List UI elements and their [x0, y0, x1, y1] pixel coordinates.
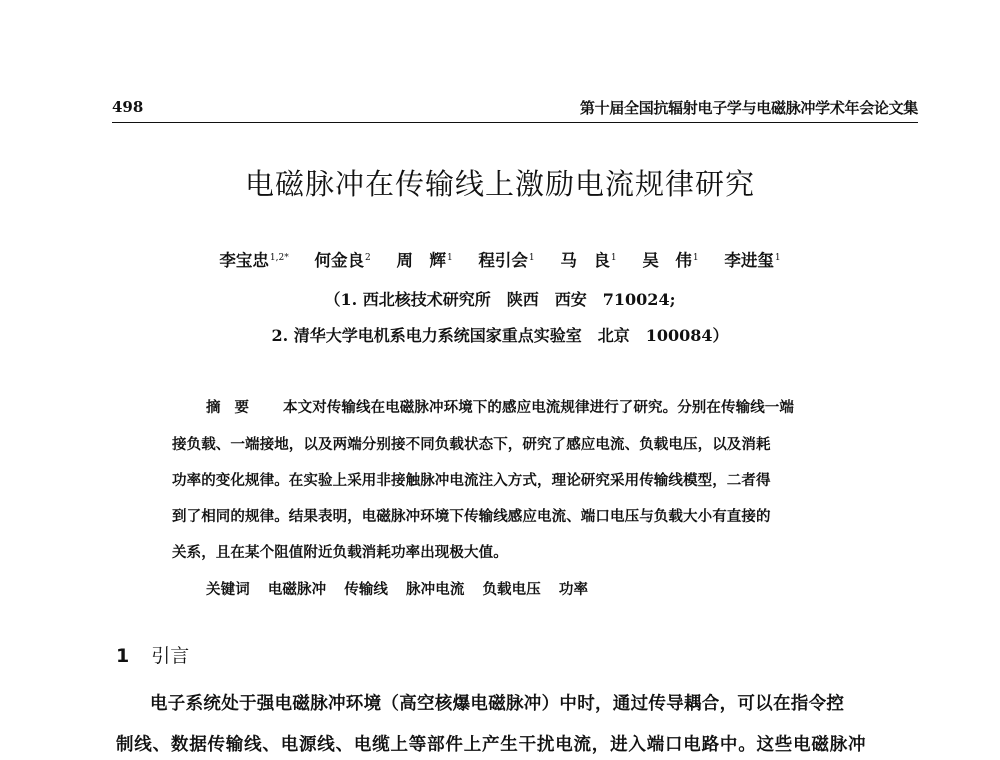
author-affiliation-mark: 1: [692, 252, 699, 263]
affiliation-1: （1. 西北核技术研究所 陕西 西安 710024;: [324, 290, 676, 309]
author: [314, 251, 370, 270]
abstract-label: 摘要: [206, 399, 263, 416]
section-title: 引言: [151, 645, 190, 667]
author-name: 程引会: [478, 251, 528, 270]
section-heading: [116, 641, 189, 668]
abstract-text: 本文对传输线在电磁脉冲环境下的感应电流规律进行了研究。分别在传输线一端: [283, 399, 794, 416]
abstract-line: 接负载、一端接地，以及两端分别接不同负载状态下，研究了感应电流、负载电压，以及消耗: [172, 436, 771, 453]
author-name: 何金良: [314, 251, 364, 270]
body-text-line: 电子系统处于强电磁脉冲环境（高空核爆电磁脉冲）中时，通过传导耦合，可以在指令控: [150, 694, 845, 714]
page-number: 498: [112, 98, 144, 116]
keywords-line: [172, 578, 606, 599]
author-affiliation-mark: 1: [774, 252, 781, 263]
author-list: [0, 247, 1000, 271]
author-name: 周 辉: [396, 251, 446, 270]
author-name: 李进玺: [724, 251, 774, 270]
author-affiliation-mark: 1: [528, 252, 535, 263]
abstract-line: [172, 396, 794, 417]
author: [396, 251, 452, 270]
section-number: 1: [116, 645, 130, 667]
affiliation-2: 2. 清华大学电机系电力系统国家重点实验室 北京 100084）: [271, 326, 729, 345]
keyword: 负载电压: [482, 581, 541, 598]
keyword: 脉冲电流: [406, 581, 465, 598]
author: [478, 251, 534, 270]
author: [219, 251, 288, 270]
author: [724, 251, 780, 270]
paper-title: 电磁脉冲在传输线上激励电流规律研究: [244, 167, 755, 201]
abstract-line: 功率的变化规律。在实验上采用非接触脉冲电流注入方式，理论研究采用传输线模型，二者得: [172, 472, 771, 489]
author-affiliation-mark: 1: [610, 252, 617, 263]
keyword: 电磁脉冲: [267, 581, 327, 598]
author-affiliation-mark: 2: [364, 252, 371, 263]
author: [642, 251, 698, 270]
header-rule: [112, 122, 918, 123]
abstract-line: 关系，且在某个阻值附近负载消耗功率出现极大值。: [172, 544, 508, 561]
author-name: 李宝忠: [219, 251, 269, 270]
author-name: 吴 伟: [642, 251, 692, 270]
body-text-line: 制线、数据传输线、电源线、电缆上等部件上产生干扰电流，进入端口电路中。这些电磁脉冲: [116, 735, 867, 755]
author-affiliation-mark: 1,2*: [269, 252, 289, 263]
keyword: 功率: [558, 581, 589, 598]
author-name: 马 良: [560, 251, 610, 270]
abstract-line: 到了相同的规律。结果表明，电磁脉冲环境下传输线感应电流、端口电压与负载大小有直接的: [172, 508, 771, 525]
running-header: 第十届全国抗辐射电子学与电磁脉冲学术年会论文集: [579, 99, 918, 117]
author-affiliation-mark: 1: [446, 252, 453, 263]
keyword: 传输线: [344, 581, 389, 598]
keywords-label: 关键词: [206, 581, 250, 598]
author: [560, 251, 616, 270]
